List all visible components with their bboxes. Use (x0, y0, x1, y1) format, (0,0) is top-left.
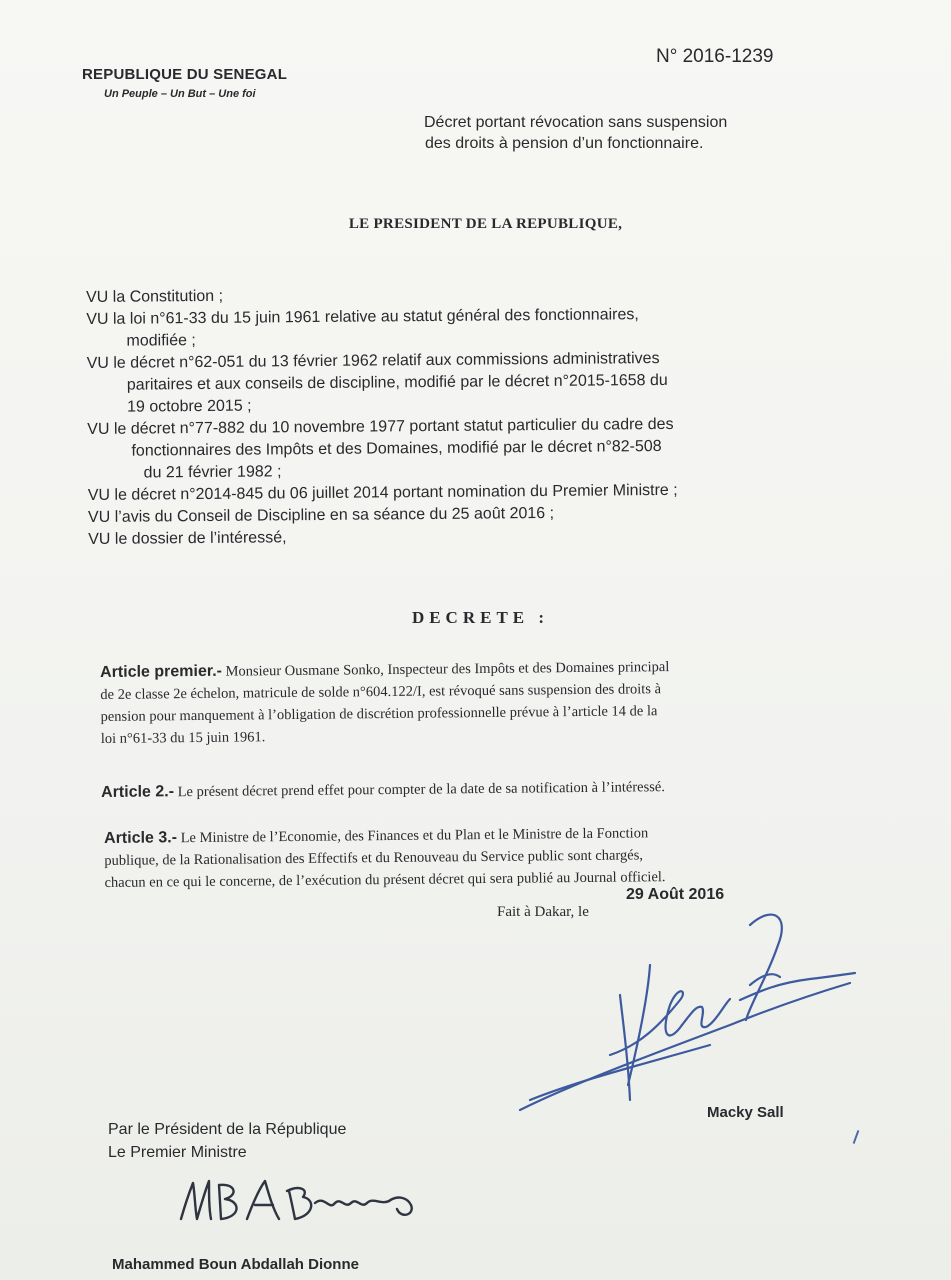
national-motto: Un Peuple – Un But – Une foi (104, 88, 256, 100)
countersign-line: Par le Président de la République (108, 1121, 347, 1138)
subject-line: des droits à pension d’un fonctionnaire. (425, 135, 704, 152)
article-text: Monsieur Ousmane Sonko, Inspecteur des Impôts et des Domaines principal (225, 659, 670, 680)
article-text: pension pour manquement à l’obligation de discrétion professionnelle prévue à l’article 14 de la (100, 703, 658, 725)
subject-line: Décret portant révocation sans suspension (424, 114, 728, 131)
countersignature-block (108, 1118, 346, 1164)
signing-date: 29 Août 2016 (626, 886, 725, 903)
president-name: Macky Sall (707, 1104, 784, 1121)
visa-line: VU le décret n°77-882 du 10 novembre 1977 portant statut particulier du cadre des (87, 415, 674, 438)
article-text: de 2e classe 2e échelon, matricule de solde n°604.122/I, est révoqué sans suspension des droits à (100, 681, 662, 703)
visa-line: VU le décret n°62-051 du 13 février 1962 relatif aux commissions administratives (86, 349, 660, 372)
visas-list (86, 280, 848, 551)
visa-line: VU l’avis du Conseil de Discipline en sa séance du 25 août 2016 ; (87, 504, 555, 526)
decree-subject (424, 112, 727, 154)
place-of-signing: Fait à Dakar, le (497, 904, 589, 920)
decrete-heading: DECRETE : (411, 608, 550, 627)
visa-line: VU le dossier de l’intéressé, (88, 529, 287, 548)
article-text: Le présent décret prend effet pour compter de la date de sa notification à l’intéressé. (177, 779, 665, 801)
visa-line: VU la loi n°61-33 du 15 juin 1961 relative au statut général des fonctionnaires, (86, 306, 639, 328)
countersign-line: Le Premier Ministre (108, 1144, 247, 1161)
prime-minister-signature (175, 1175, 435, 1235)
visa-line: paritaires et aux conseils de discipline, modifié par le décret n°2015-1658 du (126, 371, 668, 394)
decree-number: N° 2016-1239 (656, 46, 774, 67)
visa-line: VU la Constitution ; (86, 287, 224, 306)
article-3 (104, 820, 875, 894)
article-label: Article premier.- (100, 662, 223, 681)
president-title: LE PRESIDENT DE LA REPUBLIQUE, (348, 216, 623, 232)
visa-line: du 21 février 1982 ; (143, 463, 282, 482)
article-text: Le Ministre de l’Economie, des Finances et du Plan et le Ministre de la Fonction (180, 825, 649, 847)
article-text: publique, de la Rationalisation des Effectifs et du Renouveau du Service public sont chargés, (104, 847, 644, 869)
president-signature (510, 905, 870, 1145)
visa-line: VU le décret n°2014-845 du 06 juillet 2014 portant nomination du Premier Ministre ; (87, 481, 678, 504)
article-label: Article 3.- (104, 829, 178, 847)
article-label: Article 2.- (101, 783, 175, 801)
visa-line: 19 octobre 2015 ; (126, 397, 252, 416)
visa-line: modifiée ; (126, 332, 196, 350)
article-text: loi n°61-33 du 15 juin 1961. (100, 729, 266, 747)
article-2 (101, 774, 881, 804)
visa-line: fonctionnaires des Impôts et des Domaines, modifié par le décret n°82-508 (131, 437, 662, 460)
article-text: chacun en ce qui le concerne, de l’exécution du présent décret qui sera publié au Journal officiel. (104, 869, 666, 891)
prime-minister-name: Mahammed Boun Abdallah Dionne (112, 1256, 359, 1273)
article-premier (100, 654, 871, 750)
country-heading: REPUBLIQUE DU SENEGAL (82, 66, 288, 83)
